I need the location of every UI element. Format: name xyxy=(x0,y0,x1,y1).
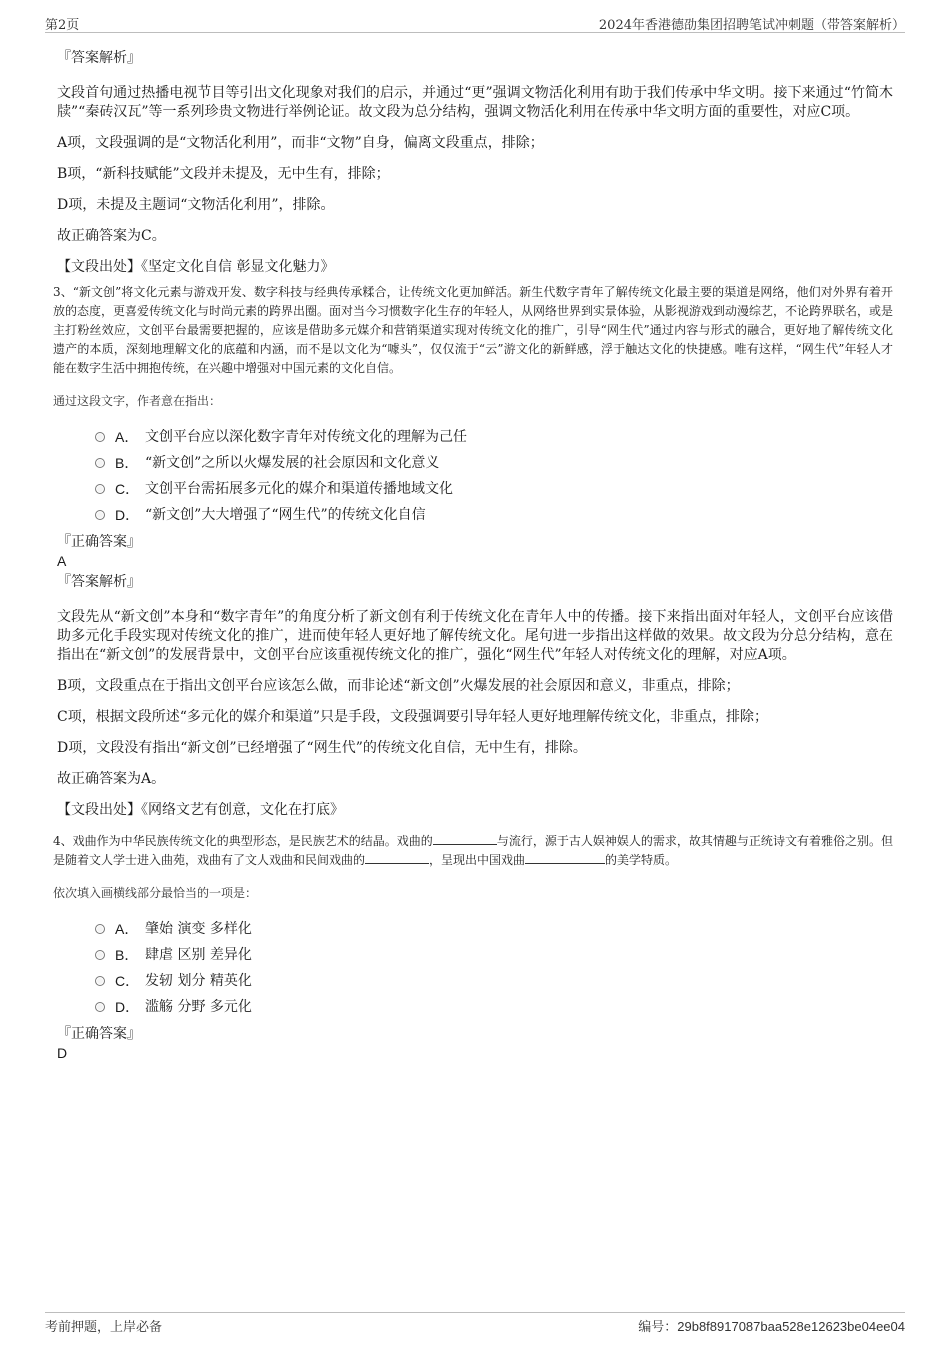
question-4-text xyxy=(53,832,893,870)
option-text: 肆虐 区别 差异化 xyxy=(145,947,252,963)
radio-button[interactable] xyxy=(95,484,105,494)
option-c[interactable] xyxy=(95,968,893,994)
option-b[interactable] xyxy=(95,450,893,476)
correct-answer-heading: 『正确答案』 xyxy=(57,534,141,550)
correct-answer: A xyxy=(57,553,67,569)
option-text: 文创平台应以深化数字青年对传统文化的理解为己任 xyxy=(145,429,467,445)
analysis-heading: 『答案解析』 xyxy=(57,50,141,66)
option-label: C． xyxy=(115,973,140,989)
option-label: B． xyxy=(115,455,139,471)
option-a[interactable] xyxy=(95,424,893,450)
option-d[interactable] xyxy=(95,502,893,528)
question-4-prompt: 依次填入画横线部分最恰当的一项是： xyxy=(53,886,258,900)
question-3-text: 3、“新文创”将文化元素与游戏开发、数字科技与经典传承糅合，让传统文化更加鲜活。新生代数字青年了解传统文化最主要的渠道是网络，他们对外界有着开放的态度，更喜爱传统文化与时尚元素的跨界出圈。面对当今习惯数字化生存的年轻人，从网络世界到实景体验，从影视游戏到动漫综艺，不论跨界联名，或是主打粉丝效应，文创平台最需要把握的，应该是借助多元媒介和营销渠道实现对传统文化的推广，引导“网生代”通过内容与形式的融合，更好地了解传统文化遗产的本质，深刻地理解文化的底蕴和内涵，而不是以文化为“噱头”，仅仅流于“云”游文化的新鲜感，浮于触达文化的快捷感。唯有这样，“网生代”年轻人才能在数字生活中拥抱传统，在兴趣中增强对中国元素的文化自信。 xyxy=(53,285,894,375)
page-number: 第2页 xyxy=(45,18,80,33)
analysis-note: B项，“新科技赋能”文段并未提及，无中生有，排除； xyxy=(57,166,390,182)
radio-button[interactable] xyxy=(95,432,105,442)
option-label: D． xyxy=(115,507,140,523)
radio-button[interactable] xyxy=(95,976,105,986)
analysis-note: C项，根据文段所述“多元化的媒介和渠道”只是手段，文段强调要引导年轻人更好地理解传统文化，非重点，排除； xyxy=(57,709,769,725)
option-c[interactable] xyxy=(95,476,893,502)
option-text: “新文创”大大增强了“网生代”的传统文化自信 xyxy=(145,507,426,523)
question-3-prompt: 通过这段文字，作者意在指出： xyxy=(53,394,222,408)
analysis-note: A项，文段强调的是“文物活化利用”，而非“文物”自身，偏离文段重点，排除； xyxy=(57,135,544,151)
analysis-note: D项，未提及主题词“文物活化利用”，排除。 xyxy=(57,197,335,213)
option-label: B． xyxy=(115,947,139,963)
fill-blank xyxy=(365,851,429,864)
option-label: D． xyxy=(115,999,140,1015)
document-code: 编号：29b8f8917087baa528e12623be04ee04 xyxy=(638,1319,905,1334)
option-a[interactable] xyxy=(95,916,893,942)
option-text: 文创平台需拓展多元化的媒介和渠道传播地域文化 xyxy=(145,481,453,497)
radio-button[interactable] xyxy=(95,1002,105,1012)
question-text-segment: ，呈现出中国戏曲 xyxy=(429,853,526,867)
option-text: “新文创”之所以火爆发展的社会原因和文化意义 xyxy=(145,455,440,471)
passage-source: 【文段出处】《网络文艺有创意，文化在打底》 xyxy=(57,802,344,818)
analysis-heading: 『答案解析』 xyxy=(57,574,141,590)
question-3-options xyxy=(95,424,893,528)
page-header xyxy=(45,14,905,33)
question-text-segment: 与流行，源于古人娱神娱人的需求，故其情趣与正统诗文有着雅俗之别。但是随着文人学士进入曲苑，戏曲有了文人戏曲和民间戏曲的 xyxy=(53,834,893,867)
radio-button[interactable] xyxy=(95,458,105,468)
option-text: 肇始 演变 多样化 xyxy=(145,921,252,937)
passage-source: 【文段出处】《坚定文化自信 彰显文化魅力》 xyxy=(57,259,335,275)
option-b[interactable] xyxy=(95,942,893,968)
question-text-segment: 的美学特质。 xyxy=(605,853,678,867)
correct-answer: D xyxy=(57,1045,68,1061)
question-text-segment: 4、戏曲作为中华民族传统文化的典型形态，是民族艺术的结晶。戏曲的 xyxy=(53,834,433,848)
radio-button[interactable] xyxy=(95,950,105,960)
fill-blank xyxy=(433,832,497,845)
option-text: 滥觞 分野 多元化 xyxy=(145,999,252,1015)
option-d[interactable] xyxy=(95,994,893,1020)
option-text: 发轫 划分 精英化 xyxy=(145,973,252,989)
document-title: 2024年香港德劭集团招聘笔试冲刺题（带答案解析） xyxy=(598,18,905,33)
analysis-text: 文段先从“新文创”本身和“数字青年”的角度分析了新文创有利于传统文化在青年人中的传播。接下来指出面对年轻人，文创平台应该借助多元化手段实现对传统文化的推广，进而使年轻人更好地了解传统文化。尾句进一步指出这样做的效果。故文段为分总分结构，意在指出在“新文创”的发展背景中，文创平台应该重视传统文化的推广，强化“网生代”年轻人对传统文化的理解，对应A项。 xyxy=(57,609,893,663)
radio-button[interactable] xyxy=(95,510,105,520)
analysis-conclusion: 故正确答案为C。 xyxy=(57,228,166,244)
footer-slogan: 考前押题，上岸必备 xyxy=(45,1320,163,1335)
option-label: C． xyxy=(115,481,140,497)
question-4-options xyxy=(95,916,893,1020)
page-footer xyxy=(45,1312,905,1336)
analysis-text: 文段首句通过热播电视节目等引出文化现象对我们的启示，并通过“更”强调文物活化利用有助于我们传承中华文明。接下来通过“竹简木牍”“秦砖汉瓦”等一系列珍贵文物进行举例论证。故文段为总分结构，强调文物活化利用在传承中华文明方面的重要性，对应C项。 xyxy=(57,85,893,120)
radio-button[interactable] xyxy=(95,924,105,934)
analysis-note: B项，文段重点在于指出文创平台应该怎么做，而非论述“新文创”火爆发展的社会原因和意义，非重点，排除； xyxy=(57,678,740,694)
option-label: A． xyxy=(115,429,139,445)
correct-answer-heading: 『正确答案』 xyxy=(57,1026,141,1042)
option-label: A． xyxy=(115,921,139,937)
analysis-note: D项，文段没有指出“新文创”已经增强了“网生代”的传统文化自信，无中生有，排除。 xyxy=(57,740,587,756)
fill-blank xyxy=(525,851,605,864)
page-content xyxy=(53,40,894,1062)
analysis-conclusion: 故正确答案为A。 xyxy=(57,771,166,787)
